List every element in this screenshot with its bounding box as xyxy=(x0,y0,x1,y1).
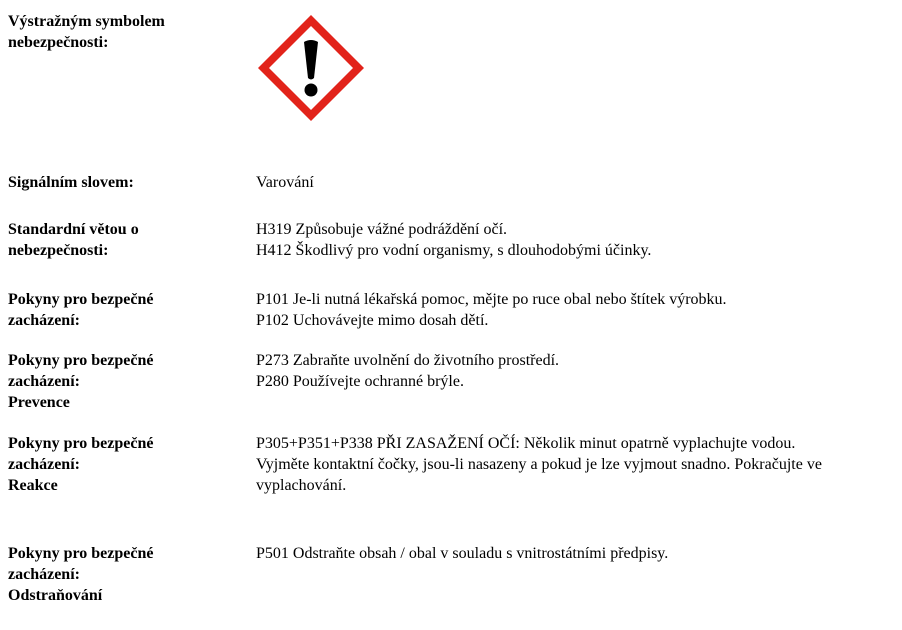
precautionary-disposal-label: Pokyny pro bezpečné zacházení: Odstraňování xyxy=(8,545,154,604)
precautionary-response-label: Pokyny pro bezpečné zacházení: Reakce xyxy=(8,435,154,494)
precautionary-response-value: P305+P351+P338 PŘI ZASAŽENÍ OČÍ: Několik minut opatrně vyplachujte vodou. Vyjměte kontaktní čočky, jsou-li nasazeny a pokud je lze vyjmout snadno. Pokračujte ve vyplachování. xyxy=(256,435,822,494)
precautionary-general-label: Pokyny pro bezpečné zacházení: xyxy=(8,291,154,329)
precautionary-disposal-value: P501 Odstraňte obsah / obal v souladu s vnitrostátními předpisy. xyxy=(256,545,669,562)
precautionary-prevention-value: P273 Zabraňte uvolnění do životního prostředí. P280 Používejte ochranné brýle. xyxy=(256,352,560,390)
precautionary-prevention-label: Pokyny pro bezpečné zacházení: Prevence xyxy=(8,352,154,411)
precautionary-general-value: P101 Je-li nutná lékařská pomoc, mějte po ruce obal nebo štítek výrobku. P102 Uchovávejte mimo dosah dětí. xyxy=(256,291,727,329)
hazard-statements-value: H319 Způsobuje vážné podráždění očí. H412 Škodlivý pro vodní organismy, s dlouhodobými účinky. xyxy=(256,221,652,259)
signal-word-label: Signálním slovem: xyxy=(8,174,134,191)
ghs-exclamation-mark-icon xyxy=(255,12,367,124)
signal-word-value: Varování xyxy=(256,174,314,191)
hazard-statements-label: Standardní větou o nebezpečnosti: xyxy=(8,221,139,259)
hazard-symbol-label: Výstražným symbolem nebezpečnosti: xyxy=(8,13,165,51)
